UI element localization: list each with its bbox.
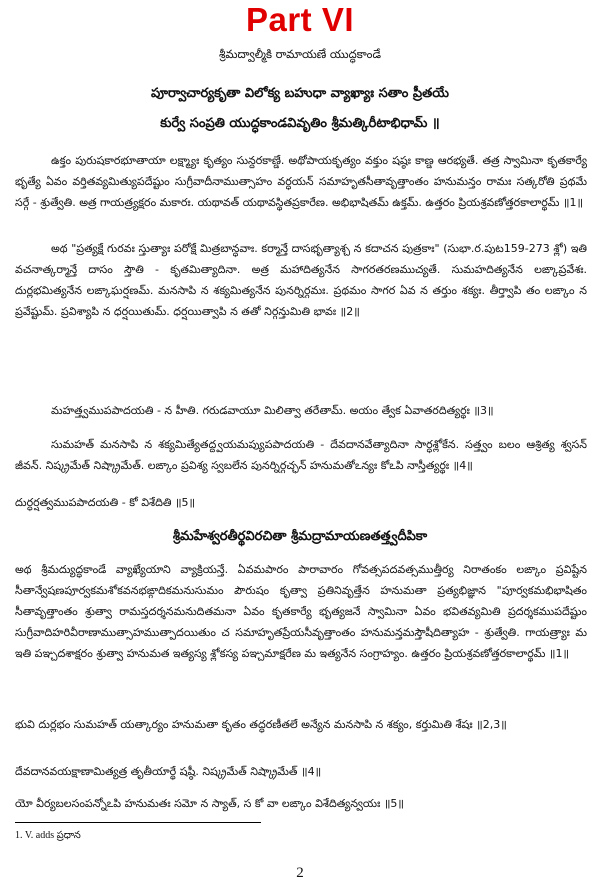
paragraph: భువి దుర్లభం సుమహత్ యత్కార్యం హనుమతా కృతం తద్ధరణీతలే అన్యేన మనసాపి న శక్యం, కర్తుమితి శేషః ॥2,3॥ xyxy=(15,718,507,731)
page-title: Part VI xyxy=(245,1,355,38)
footnote-divider xyxy=(15,822,261,823)
paragraph: దేవదానవయక్షాణామిత్యత్ర తృతీయార్థే షష్ఠీ. నిష్క్రమేత్ నిష్క్రామేత్ ॥4॥ xyxy=(15,765,322,778)
page-number: 2 xyxy=(296,865,304,881)
paragraph: దుర్ధర్షత్వముపపాదయతి - కో విశేదితి ॥5॥ xyxy=(15,496,196,509)
paragraph: ఉక్తం పురుషకారభూతాయా లక్ష్మ్యాః కృత్యం సున్దరకాణ్డే. అథోపాయకృత్యం వక్తుం షష్ఠః కాణ్డ ఆరభ్యతే. తత్ర స్వామినా కృతకార్యే భృత్యే ఏవం వర్తితవ్యమిత్యుపదేష్టుం సుగ్రీవాదీనాముత్సాహం వర్ధయన్ సమాహృతసీతావృత్తాంతం హనుమన్తం రామః సత్కరోతి ప్రథమే సర్గే - శ్రుత్వేతి. అత్ర గాయత్ర్యక్షరం మకారః. యథావత్ యథావస్థితప్రకారేణ. అభిభాషితమ్ ఉక్తమ్. ఉత్తరం ప్రియశ్రవణోత్తరకాలార్థమ్ ॥1॥ xyxy=(15,154,587,209)
paragraph: మహత్త్వముపపాదయతి - న హీతి. గరుడవాయూ మిలిత్వా తరేతామ్. అయం త్వేక ఏవాతరదిత్యర్థః ॥3॥ xyxy=(51,404,494,417)
work-subtitle: శ్రీమద్వాల్మీకి రామాయణే యుద్ధకాండే xyxy=(219,47,381,61)
tattvadipika-heading: శ్రీమహేశ్వరతీర్థవిరచితా శ్రీమద్రామాయణతత్త్వదీపికా xyxy=(172,529,428,544)
paragraph: సుమహత్ మనసాపి న శక్యమిత్యేతద్ద్వయమప్యుపపాదయతి - దేవదానవేత్యాదినా సార్ధశ్లోకేన. సత్త్వం బలం ఆశ్రిత్య శ్వసన్ జీవన్. నిష్క్రమేత్ నిష్క్రామేత్. లఙ్కాం ప్రవిశ్య స్వబలేన పునర్నిర్గచ్ఛన్ హనుమతోఽన్యః కోఽపి నాస్తీత్యర్థః ॥4॥ xyxy=(15,438,587,472)
paragraph: అథ "ప్రత్యక్షే గురవః స్తుత్యాః పరోక్షే మిత్రబాన్ధవాః. కర్మాన్తే దాసభృత్యాశ్చ న కదాచన పుత్రకాః" (సుభా.ర.పుట159-273 శ్లో) ఇతి వచనాత్కర్మాన్తే దాసం స్తౌతి - కృతమిత్యాదినా. అత్ర మహాదిత్యనేన సాగరతరణముచ్యతే. సుమహదిత్యనేన లఙ్కాప్రవేశః. దుర్లభమిత్యనేన లఙ్కాఘర్షణమ్. మనసాపి న శక్యమిత్యనేన పునర్నిర్గమః. ప్రథమం సాగర ఏవ న తర్తుం శక్యః. తీర్త్వాపి తం లఙ్కాం న ప్రవేష్టుమ్. ప్రవిశ్యాపి న ధర్షయితుమ్. ధర్షయిత్వాపి న తతో నిర్గన్తుమితి భావః ॥2॥ xyxy=(15,242,587,318)
paragraph: యో వీర్యబలసంపన్నోఽపి హనుమతః సమో న స్యాత్, స కో వా లఙ్కాం విశేదిత్యన్వయః ॥5॥ xyxy=(15,797,404,810)
footnote: 1. V. adds ప్రధాన xyxy=(15,830,81,841)
paragraph: అథ శ్రీమద్యుద్ధకాండే వ్యాఖ్యేయాని వ్యాక్రియన్తే. ఏవమపారం పారావారం గోవత్సపదవత్సముత్తీర్య నిరాతంకం లఙ్కాం ప్రవిష్టేన సీతాన్వేషణపూర్వకమశోకవనభఙ్గాదికమనుసుమం పౌరుషం కృత్వా ప్రతినివృత్తేన హనుమతా ప్రత్యభిజ్ఞాన "పూర్వకమభిభాషితం సీతావృత్తాంతం శ్రుత్వా రామస్తదర్శనమనుదితమనా ఏవం కృతకార్యే భృత్యజనే స్వామినా ఏవం భవితవ్యమితి ప్రదర్శకముపదేష్టుం సుగ్రీవాదిహరివీరాణాముత్సాహముత్పాదయితుం చ సమాహృతప్రేయసీవృత్తాంతం హనుమన్తమస్తౌషీదిత్యాహ - శ్రుత్వేతి. గాయత్ర్యాః మ ఇతి పఞ్చదశాక్షరం శ్రుత్వా హనుమత ఇత్యస్య శ్లోకస్య పఞ్చమాక్షరేణ మ ఇత్యనేన సంగ్రాహ్యం. ఉత్తరం ప్రియశ్రవణోత్తరకాలార్థమ్ ॥1॥ xyxy=(15,563,587,660)
commentary-heading-line-2: కుర్వే సంప్రతి యుద్ధకాండవివృతిం శ్రీమత్కిరీటాభిధామ్ ॥ xyxy=(160,116,440,131)
commentary-heading-line-1: పూర్వాచార్యకృతా విలోక్య బహుధా వ్యాఖ్యాః సతాం ప్రీతయే xyxy=(151,86,449,101)
